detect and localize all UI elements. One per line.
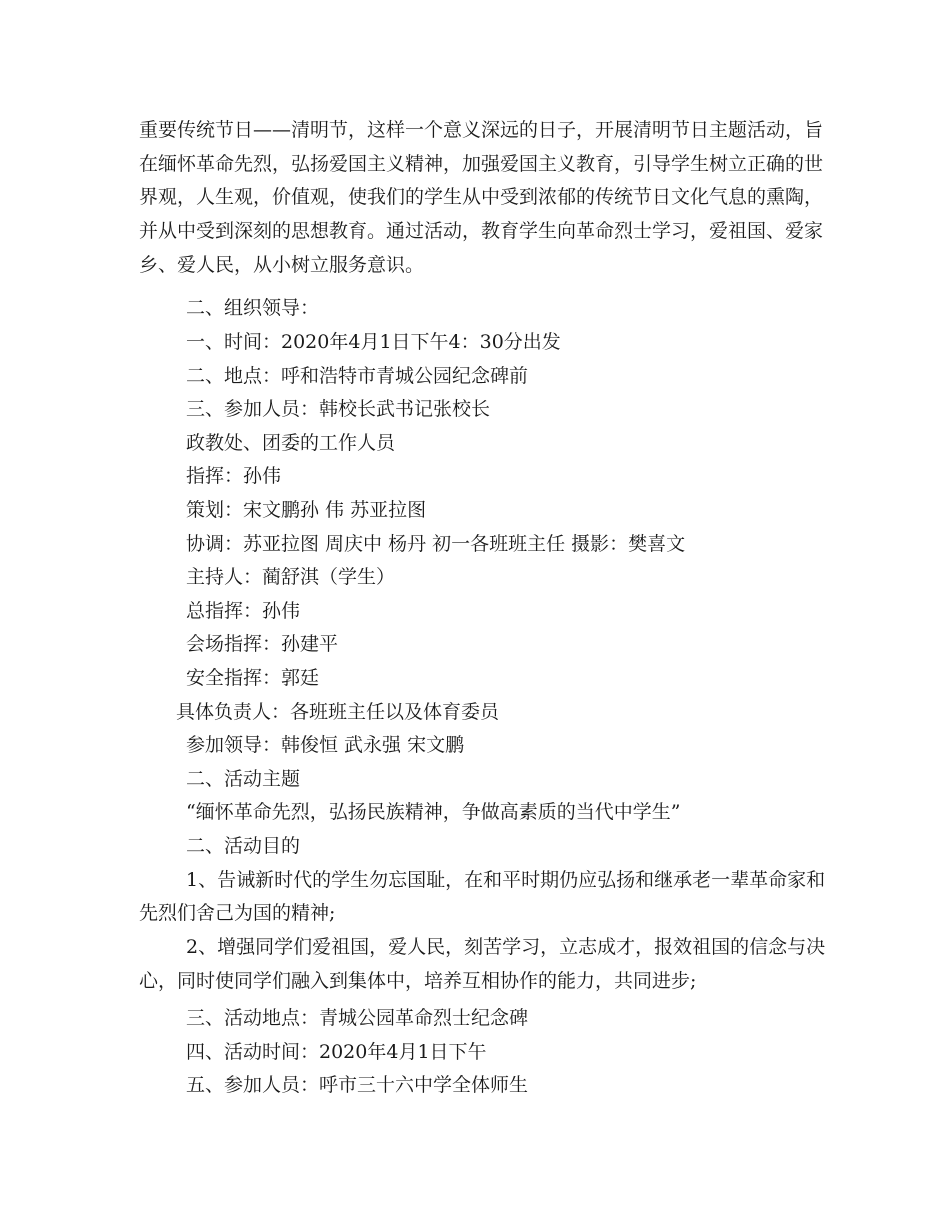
org-responsible: 具体负责人：各班班主任以及体育委员 bbox=[176, 701, 500, 723]
org-planning: 策划：宋文鹏孙 伟 苏亚拉图 bbox=[186, 499, 427, 521]
org-coordination: 协调：苏亚拉图 周庆中 杨丹 初一各班班主任 摄影：樊喜文 bbox=[186, 533, 686, 555]
theme-text: “缅怀革命先烈，弘扬民族精神，争做高素质的当代中学生” bbox=[186, 801, 681, 823]
purpose-item2-line2: 心，同时使同学们融入到集体中，培养互相协作的能力，共同进步; bbox=[139, 970, 697, 992]
activity-time: 四、活动时间：2020年4月1日下午 bbox=[186, 1041, 487, 1063]
org-location: 二、地点：呼和浩特市青城公园纪念碑前 bbox=[186, 365, 529, 387]
theme-heading: 二、活动主题 bbox=[186, 768, 301, 790]
org-host: 主持人：蔺舒淇（学生） bbox=[186, 566, 396, 588]
purpose-item1-line1: 1、告诫新时代的学生勿忘国耻，在和平时期仍应弘扬和继承老一辈革命家和 bbox=[186, 869, 826, 891]
intro-line-3: 界观，人生观，价值观，使我们的学生从中受到浓郁的传统节日文化气息的熏陶， bbox=[139, 186, 824, 208]
intro-line-1: 重要传统节日——清明节，这样一个意义深远的日子，开展清明节日主题活动，旨 bbox=[139, 119, 824, 141]
org-chief-commander: 总指挥：孙伟 bbox=[186, 600, 301, 622]
org-leaders: 参加领导：韩俊恒 武永强 宋文鹏 bbox=[186, 734, 465, 756]
intro-line-2: 在缅怀革命先烈，弘扬爱国主义精神，加强爱国主义教育，引导学生树立正确的世 bbox=[139, 153, 824, 175]
org-safety-commander: 安全指挥：郭廷 bbox=[186, 667, 320, 689]
purpose-item1-line2: 先烈们舍己为国的精神; bbox=[139, 902, 336, 924]
org-venue-commander: 会场指挥：孙建平 bbox=[186, 633, 339, 655]
org-commander: 指挥：孙伟 bbox=[186, 465, 282, 487]
org-participants: 三、参加人员：韩校长武书记张校长 bbox=[186, 398, 491, 420]
org-time: 一、时间：2020年4月1日下午4：30分出发 bbox=[186, 331, 561, 353]
intro-line-4: 并从中受到深刻的思想教育。通过活动，教育学生向革命烈士学习，爱祖国、爱家 bbox=[139, 220, 824, 242]
purpose-item2-line1: 2、增强同学们爱祖国，爱人民，刻苦学习，立志成才，报效祖国的信念与决 bbox=[186, 936, 826, 958]
intro-line-5: 乡、爱人民，从小树立服务意识。 bbox=[139, 254, 425, 276]
org-participants-cont: 政教处、团委的工作人员 bbox=[186, 432, 396, 454]
purpose-heading: 二、活动目的 bbox=[186, 835, 301, 857]
activity-location: 三、活动地点：青城公园革命烈士纪念碑 bbox=[186, 1007, 529, 1029]
org-heading: 二、组织领导： bbox=[186, 297, 320, 319]
activity-participants: 五、参加人员：呼市三十六中学全体师生 bbox=[186, 1074, 529, 1096]
